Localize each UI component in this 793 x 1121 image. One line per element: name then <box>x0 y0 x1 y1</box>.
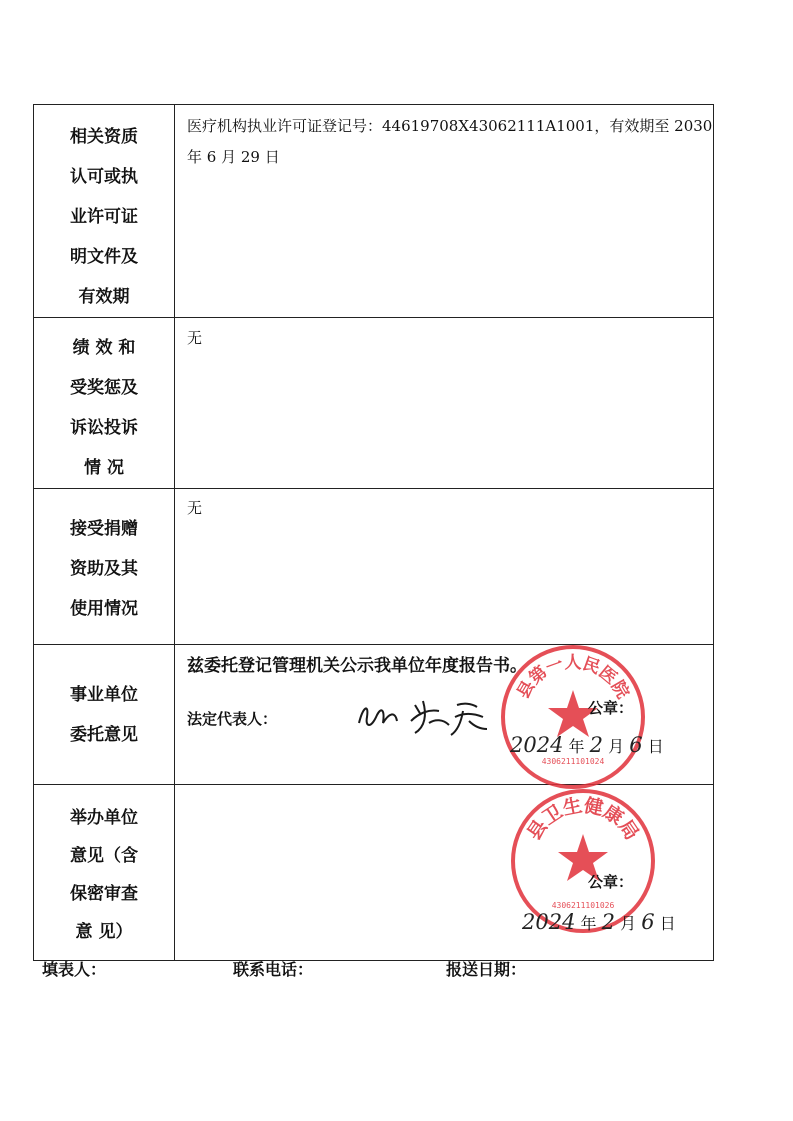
unit-date-day: 6 <box>629 733 643 757</box>
qualification-label-line: 相关资质 <box>70 127 138 147</box>
hospital-seal-number: 4306211101024 <box>541 757 605 766</box>
sponsor-opinion-label-line: 保密审查 <box>70 884 138 904</box>
performance-content: 无 <box>187 329 203 347</box>
donation-label-cell <box>34 489 175 645</box>
sponsor-date-month-suffix: 月 <box>620 914 637 933</box>
qualification-label-line: 认可或执 <box>70 167 138 187</box>
performance-label-cell <box>34 318 175 489</box>
sponsor-date-line <box>522 910 676 934</box>
performance-label-line: 受奖惩及 <box>70 378 138 398</box>
legal-representative-label: 法定代表人： <box>187 710 278 728</box>
sponsor-seal-label: 公章： <box>588 873 634 891</box>
donation-content-cell <box>175 489 714 645</box>
donation-label-line: 资助及其 <box>70 559 138 579</box>
bureau-seal-text: 县卫生健康局 <box>523 794 643 845</box>
sponsor-date-month: 2 <box>601 910 616 934</box>
performance-content-cell <box>175 318 714 489</box>
hospital-seal-text: 县第一人民医院 <box>513 653 633 703</box>
qualification-row <box>34 105 714 318</box>
unit-date-line <box>510 733 664 757</box>
unit-opinion-label-line: 事业单位 <box>70 685 138 705</box>
qualification-label-line: 业许可证 <box>70 207 138 227</box>
unit-seal-label: 公章： <box>588 699 634 717</box>
donation-label-line: 接受捐赠 <box>70 519 138 539</box>
sponsor-opinion-label-line: 举办单位 <box>70 808 138 828</box>
donation-label-line: 使用情况 <box>70 599 138 619</box>
unit-date-month: 2 <box>589 733 604 757</box>
performance-label-line: 绩 效 和 <box>72 338 136 358</box>
qualification-label-line: 明文件及 <box>70 247 138 267</box>
performance-row <box>34 318 714 489</box>
contact-phone-label: 联系电话： <box>233 960 314 979</box>
qualification-label-cell <box>34 105 175 318</box>
legal-representative-signature <box>353 693 493 739</box>
unit-date-year: 2024 <box>510 733 564 757</box>
bureau-seal-number: 4306211101026 <box>551 901 615 910</box>
donation-row <box>34 489 714 645</box>
qualification-content: 医疗机构执业许可证登记号：44619708X43062111A1001，有效期至 2030 年 6 月 29 日 <box>187 117 713 166</box>
sponsor-opinion-label-cell <box>34 785 175 961</box>
sponsor-date-day: 6 <box>641 910 655 934</box>
unit-opinion-label-cell <box>34 645 175 785</box>
sponsor-date-year-suffix: 年 <box>580 914 597 933</box>
sponsor-opinion-label-line: 意见（含 <box>70 846 138 866</box>
unit-date-month-suffix: 月 <box>608 737 625 756</box>
unit-date-year-suffix: 年 <box>568 737 585 756</box>
sponsor-date-year: 2024 <box>522 910 576 934</box>
unit-opinion-label-line: 委托意见 <box>70 725 138 745</box>
unit-date-day-suffix: 日 <box>647 737 664 756</box>
donation-content: 无 <box>187 499 203 517</box>
sponsor-opinion-label-line: 意 见） <box>75 922 133 942</box>
qualification-content-cell <box>175 105 714 318</box>
qualification-label-line: 有效期 <box>78 287 130 307</box>
performance-label-line: 情 况 <box>84 458 124 478</box>
sponsor-date-day-suffix: 日 <box>659 914 676 933</box>
performance-label-line: 诉讼投诉 <box>70 418 138 438</box>
submission-date-label: 报送日期： <box>446 960 527 979</box>
filler-label: 填表人： <box>42 960 107 979</box>
entrust-statement: 兹委托登记管理机关公示我单位年度报告书。 <box>187 656 527 676</box>
